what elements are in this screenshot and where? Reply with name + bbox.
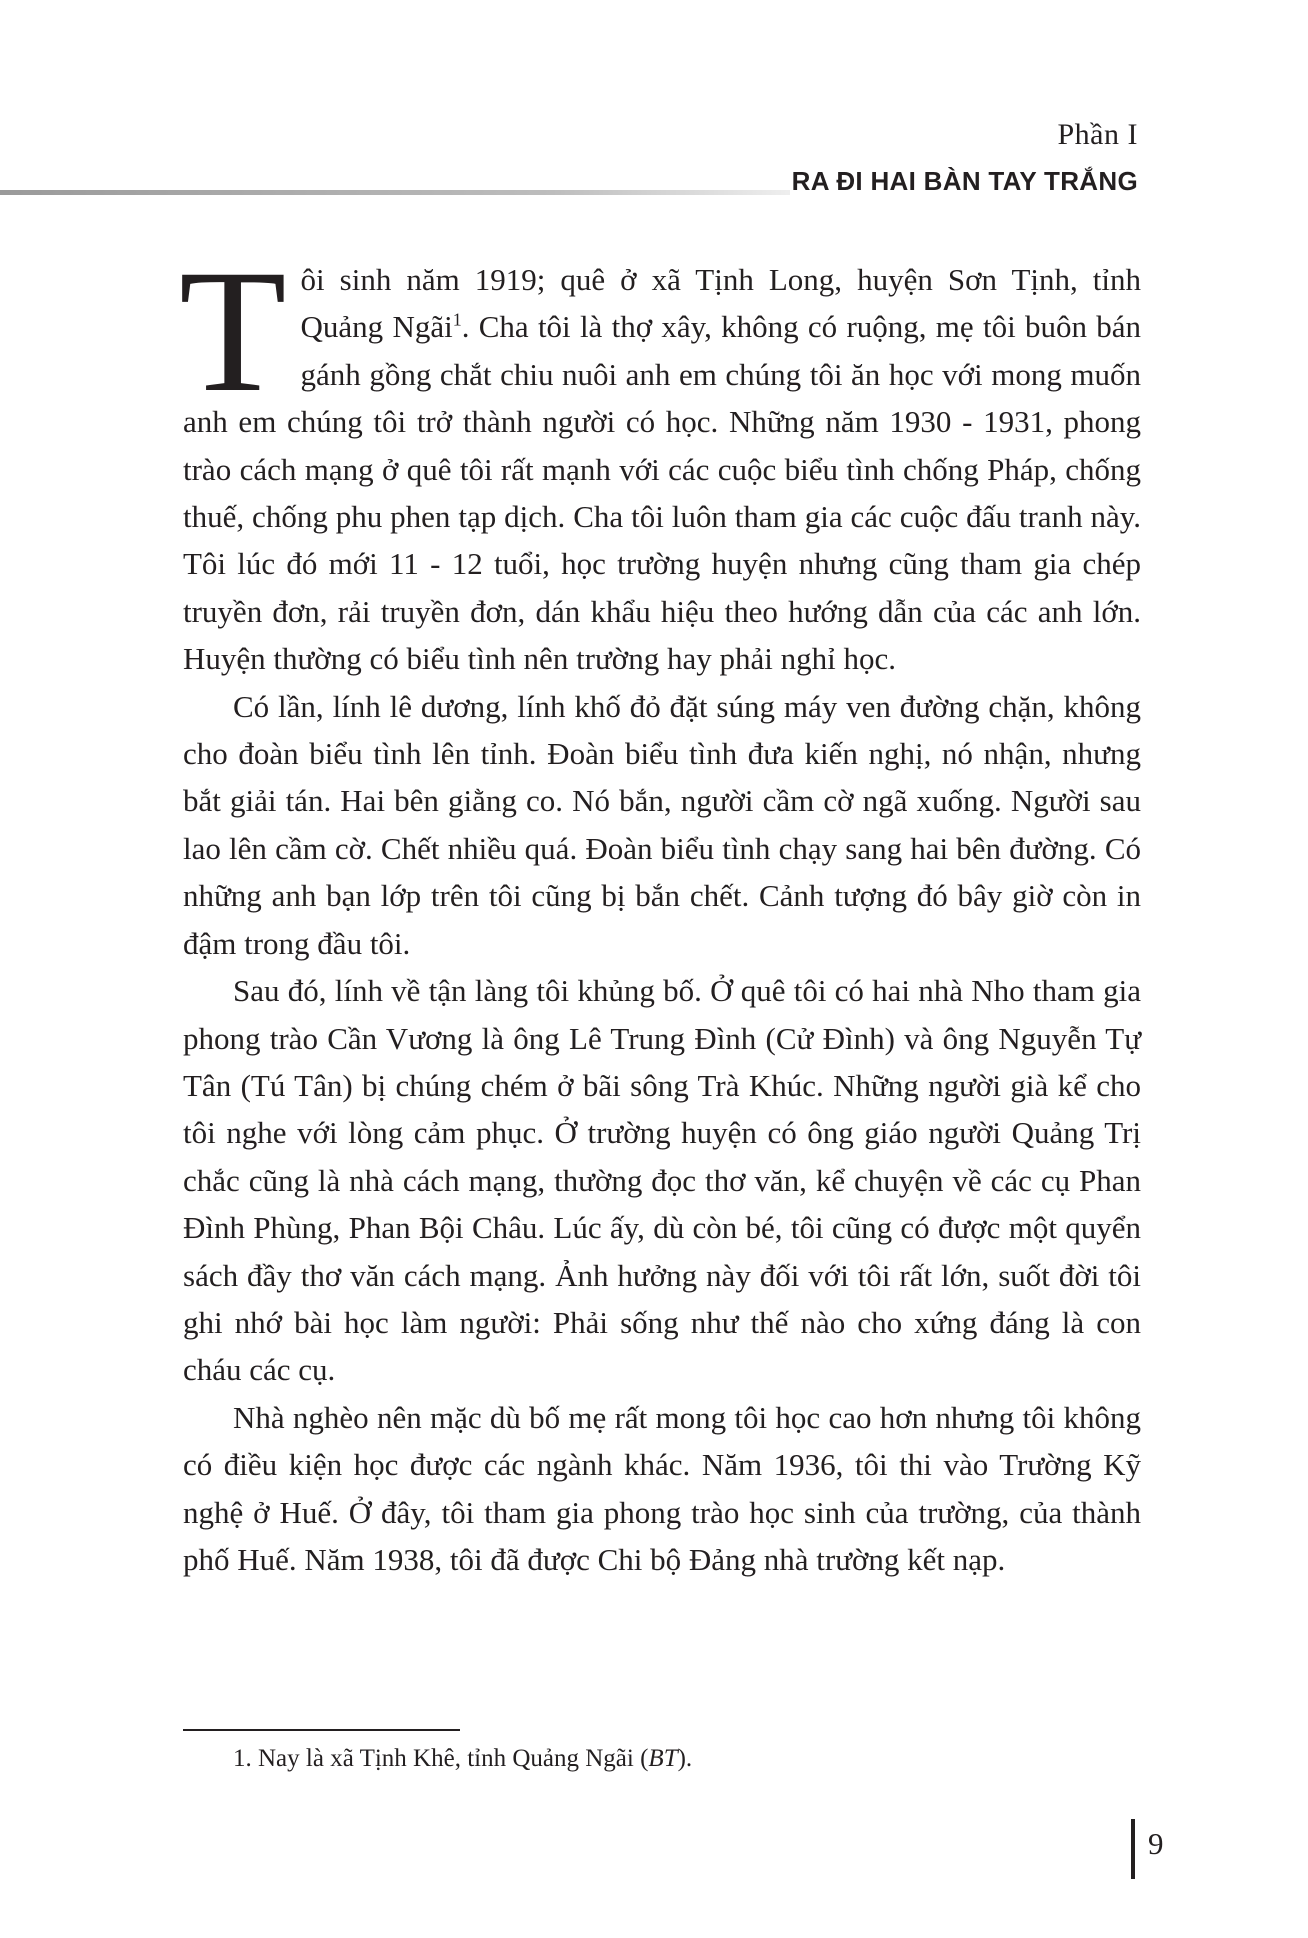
page-number: 9 — [1148, 1826, 1164, 1861]
footnote-abbr: BT — [648, 1745, 678, 1772]
paragraph-2: Có lần, lính lê dương, lính khố đỏ đặt súng máy ven đường chặn, không cho đoàn biểu tình lên tỉnh. Đoàn biểu tình đưa kiến nghị, nó nhận, nhưng bắt giải tán. Hai bên giằng co. Nó bắn, người cầm cờ ngã xuống. Người sau lao lên cầm cờ. Chết nhiều quá. Đoàn biểu tình chạy sang hai bên đường. Có những anh bạn lớp trên tôi cũng bị bắn chết. Cảnh tượng đó bây giờ còn in đậm trong đầu tôi. — [183, 688, 1141, 961]
paragraph-1 — [179, 234, 1141, 683]
chapter-title: RA ĐI HAI BÀN TAY TRẮNG — [791, 166, 1138, 196]
footnote — [233, 1745, 692, 1773]
page-number-bar — [1131, 1819, 1135, 1879]
paragraph-1-text-a: ôi sinh năm 1919; quê ở xã Tịnh Long, huyện Sơn Tịnh, tỉnh Quảng Ngãi — [300, 262, 1141, 345]
part-label: Phần I — [1057, 118, 1138, 151]
drop-cap: T — [179, 234, 287, 429]
footnote-rule — [183, 1729, 460, 1731]
footnote-reference: 1 — [452, 310, 462, 331]
footnote-suffix: ). — [677, 1745, 693, 1772]
footnote-text: 1. Nay là xã Tịnh Khê, tỉnh Quảng Ngãi ( — [233, 1745, 649, 1772]
paragraph-1-text-b: . Cha tôi là thợ xây, không có ruộng, mẹ tôi buôn bán gánh gồng chắt chiu nuôi anh em chúng tôi ăn học với mong muốn anh em chúng tôi trở thành người có học. Những năm 1930 - 1931, phong trào cách mạng ở quê tôi rất mạnh với các cuộc biểu tình chống Pháp, chống thuế, chống phu phen tạp dịch. Cha tôi luôn tham gia các cuộc đấu tranh này. Tôi lúc đó mới 11 - 12 tuổi, học trường huyện nhưng cũng tham gia chép truyền đơn, rải truyền đơn, dán khẩu hiệu theo hướng dẫn của các anh lớn. Huyện thường có biểu tình nên trường hay phải nghỉ học. — [183, 309, 1141, 677]
header-rule — [0, 190, 790, 195]
paragraph-4: Nhà nghèo nên mặc dù bố mẹ rất mong tôi học cao hơn nhưng tôi không có điều kiện học được các ngành khác. Năm 1936, tôi thi vào Trường Kỹ nghệ ở Huế. Ở đây, tôi tham gia phong trào học sinh của trường, của thành phố Huế. Năm 1938, tôi đã được Chi bộ Đảng nhà trường kết nạp. — [183, 1399, 1141, 1577]
body-text — [179, 234, 1141, 1583]
paragraph-3: Sau đó, lính về tận làng tôi khủng bố. Ở quê tôi có hai nhà Nho tham gia phong trào Cần Vương là ông Lê Trung Đình (Cử Đình) và ông Nguyễn Tự Tân (Tú Tân) bị chúng chém ở bãi sông Trà Khúc. Những người già kể cho tôi nghe với lòng cảm phục. Ở trường huyện có ông giáo người Quảng Trị chắc cũng là nhà cách mạng, thường đọc thơ văn, kể chuyện về các cụ Phan Đình Phùng, Phan Bội Châu. Lúc ấy, dù còn bé, tôi cũng có được một quyển sách đầy thơ văn cách mạng. Ảnh hưởng này đối với tôi rất lớn, suốt đời tôi ghi nhớ bài học làm người: Phải sống như thế nào cho xứng đáng là con cháu các cụ. — [183, 973, 1141, 1388]
